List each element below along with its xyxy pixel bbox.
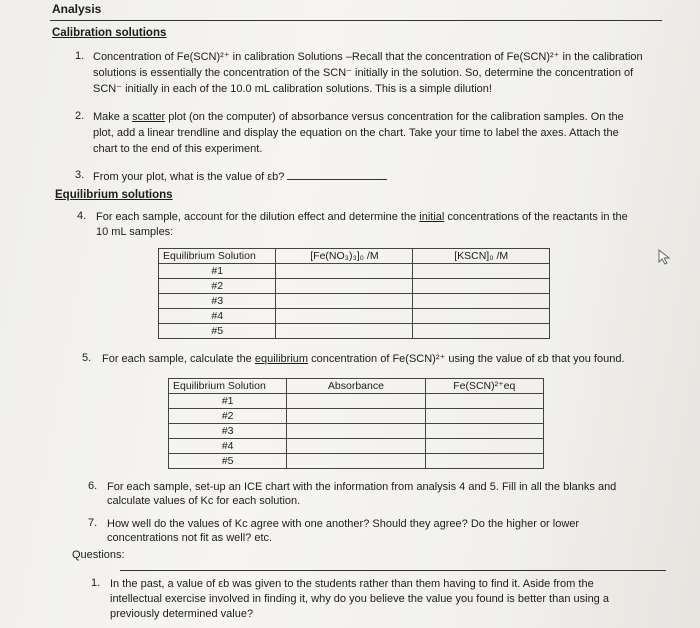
q6-line-1: For each sample, set-up an ICE chart with the information from analysis 4 and 5. Fill in all the blanks and <box>107 481 617 493</box>
scatter-underlined: scatter <box>132 111 166 123</box>
q6-number: 6. <box>88 480 98 492</box>
mouse-pointer-icon <box>658 249 672 265</box>
analysis-title: Analysis <box>52 2 102 16</box>
q7-line-1: How well do the values of Kc agree with one another? Should they agree? Do the higher or lower <box>107 518 580 530</box>
q4-number: 4. <box>77 210 87 222</box>
equilibrium-concentration-table <box>168 378 544 469</box>
q2-line-2: plot, add a linear trendline and display the equation on the chart. Take your time to label the axes. Attach the <box>93 127 619 139</box>
table-row: #1 <box>169 394 544 409</box>
col-absorbance: Absorbance <box>287 379 425 394</box>
col-fescn-eq: Fe(SCN)²⁺eq <box>425 379 543 394</box>
header-rule <box>50 20 662 21</box>
table-row: #2 <box>159 279 550 294</box>
table-header-row <box>169 379 544 394</box>
equilibrium-underlined: equilibrium <box>254 353 309 365</box>
table-row: #1 <box>159 264 550 279</box>
table-row: #4 <box>159 309 550 324</box>
questions-rule <box>120 570 666 571</box>
table-row: #3 <box>169 424 544 439</box>
question-1-line-1: In the past, a value of εb was given to the students rather than them having to find it. Aside from the <box>110 578 594 590</box>
eb-answer-blank[interactable] <box>287 169 387 180</box>
q2-number: 2. <box>75 110 85 122</box>
q3-text: From your plot, what is the value of εb? <box>93 169 387 185</box>
calibration-heading: Calibration solutions <box>52 27 167 39</box>
col-fe-no3-initial: [Fe(NO₃)₃]₀ /M <box>276 249 413 264</box>
col-equilibrium-solution: Equilibrium Solution <box>159 249 276 264</box>
q3-number: 3. <box>75 169 85 181</box>
table-row: #3 <box>159 294 550 309</box>
q7-line-2: concentrations not fit as well? etc. <box>107 532 273 544</box>
table-row: #4 <box>169 439 544 454</box>
q2-line-1: Make a scatter plot (on the computer) of absorbance versus concentration for the calibration samples. On the <box>93 111 624 123</box>
q5-text: For each sample, calculate the equilibrium concentration of Fe(SCN)²⁺ using the value of εb that you found. <box>102 353 625 365</box>
q1-line-1: Concentration of Fe(SCN)²⁺ in calibration Solutions –Recall that the concentration of Fe(SCN)²⁺ in the calibration <box>93 51 643 63</box>
q1-number: 1. <box>75 50 85 62</box>
q1-line-2: solutions is essentially the concentration of the SCN⁻ initially in the solution. So, determine the concentration of <box>93 67 634 79</box>
equilibrium-heading: Equilibrium solutions <box>55 189 173 201</box>
q6-line-2: calculate values of Kc for each solution. <box>107 495 301 507</box>
initial-underlined: initial <box>419 211 445 223</box>
questions-heading: Questions: <box>72 549 125 561</box>
question-1-line-2: intellectual exercise involved in finding it, why do you believe the value you found is better than using a <box>110 593 609 605</box>
question-1-number: 1. <box>91 577 101 589</box>
q7-number: 7. <box>88 517 98 529</box>
question-1-line-3: previously determined value? <box>110 608 254 620</box>
q4-line-2: 10 mL samples: <box>96 226 174 238</box>
initial-concentration-table <box>158 248 550 339</box>
q2-line-3: chart to the end of this experiment. <box>93 143 263 155</box>
col-kscn-initial: [KSCN]₀ /M <box>413 249 550 264</box>
table-row: #2 <box>169 409 544 424</box>
table-row: #5 <box>169 454 544 469</box>
q5-number: 5. <box>82 352 92 364</box>
col-equilibrium-solution: Equilibrium Solution <box>169 379 287 394</box>
table-row: #5 <box>159 324 550 339</box>
q1-line-3: SCN⁻ initially in each of the 10.0 mL calibration solutions. This is a simple dilution! <box>93 83 492 95</box>
q4-line-1: For each sample, account for the dilution effect and determine the initial concentrations of the reactants in the <box>96 211 628 223</box>
table-header-row <box>159 249 550 264</box>
